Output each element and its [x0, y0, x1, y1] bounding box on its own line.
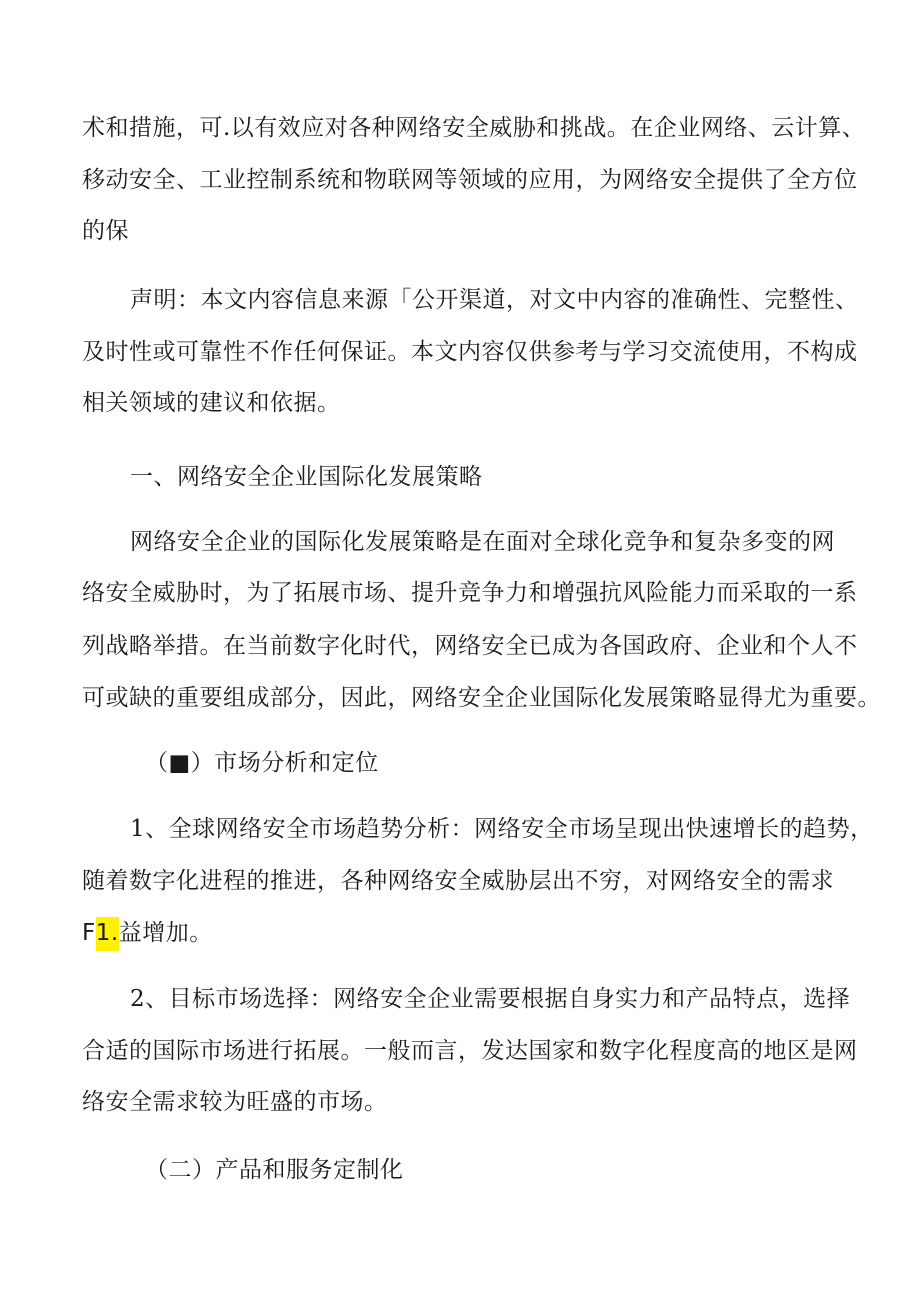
item1-line-3-prefix: F	[82, 920, 96, 946]
intro-line-2: 移动安全、工业控制系统和物联网等领域的应用，为网络安全提供了全方位	[82, 167, 858, 193]
section-paragraph-line-1: 网络安全企业的国际化发展策略是在面对全球化竞争和复杂多变的网	[130, 529, 835, 555]
item1-line-1: 1、全球网络安全市场趋势分析：网络安全市场呈现出快速增长的趋势，	[130, 816, 874, 842]
item2-line-1: 2、目标市场选择：网络安全企业需要根据自身实力和产品特点，选择	[130, 986, 851, 1012]
subsection-heading-2: （二）产品和服务定制化	[145, 1157, 404, 1183]
item2-line-2: 合适的国际市场进行拓展。一般而言，发达国家和数字化程度高的地区是网	[82, 1038, 858, 1064]
section-paragraph-line-2: 络安全威胁时，为了拓展市场、提升竞争力和增强抗风险能力而采取的一系	[82, 580, 858, 606]
item1-line-3	[82, 918, 213, 948]
section-paragraph-line-3: 列战略举措。在当前数字化时代，网络安全已成为各国政府、企业和个人不	[82, 633, 858, 659]
item2-line-3: 络安全需求较为旺盛的市场。	[82, 1089, 388, 1115]
intro-line-3: 的保	[82, 218, 129, 244]
subsection-heading-1: （■）市场分析和定位	[145, 750, 379, 776]
item1-line-2: 随着数字化进程的推进，各种网络安全威胁层出不穷，对网络安全的需求	[82, 868, 834, 894]
disclaimer-line-3: 相关领域的建议和依据。	[82, 390, 341, 416]
highlighted-text: 1.	[96, 917, 119, 951]
disclaimer-line-1: 声明：本文内容信息来源「公开渠道，对文中内容的准确性、完整性、	[130, 287, 859, 313]
disclaimer-line-2: 及时性或可靠性不作任何保证。本文内容仅供参考与学习交流使用，不构成	[82, 339, 858, 365]
section-heading: 一、网络安全企业国际化发展策略	[130, 464, 483, 490]
section-paragraph-line-4: 可或缺的重要组成部分，因此，网络安全企业国际化发展策略显得尤为重要。	[82, 685, 881, 711]
item1-line-3-suffix: 益增加。	[118, 920, 213, 946]
intro-line-1: 术和措施，可.以有效应对各种网络安全威胁和挑战。在企业网络、云计算、	[82, 115, 866, 141]
